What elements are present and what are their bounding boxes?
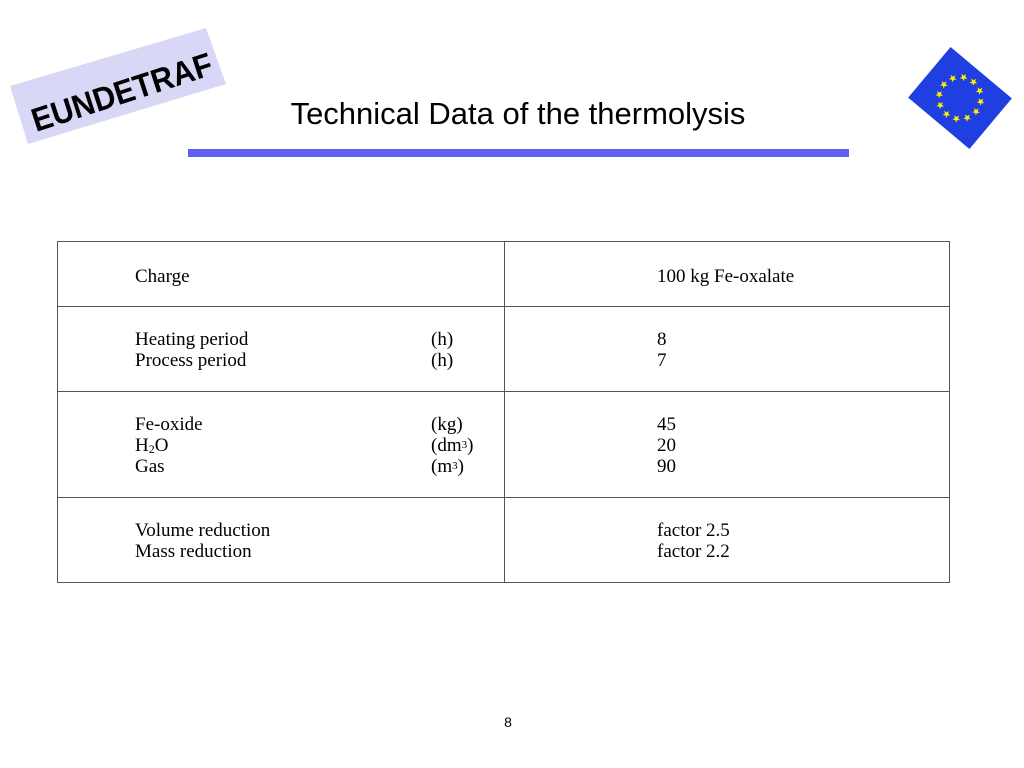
mass-reduction-value: factor 2.2: [657, 541, 730, 562]
gas-unit: $(m^3)$: [431, 456, 464, 477]
volume-reduction-label: Volume reduction: [135, 520, 271, 541]
title-underline: [188, 149, 849, 157]
fe-oxide-value: 45: [657, 414, 676, 435]
water-label: $H_2O$: [135, 435, 169, 456]
process-period-label: Process period: [135, 350, 247, 371]
gas-label: Gas: [135, 456, 165, 477]
process-period-value: 7: [657, 350, 667, 371]
table-row-reductions: [58, 498, 950, 583]
volume-reduction-value: factor 2.5: [657, 520, 730, 541]
table-row-charge: [58, 242, 950, 307]
table-row-products: [58, 392, 950, 498]
fe-oxide-unit: (kg): [431, 414, 463, 435]
eu-flag-icon: [902, 44, 1018, 152]
gas-value: 90: [657, 456, 676, 477]
water-value: 20: [657, 435, 676, 456]
table-row-periods: [58, 307, 950, 392]
charge-value: 100 kg Fe-oxalate: [657, 266, 795, 287]
process-period-unit: (h): [431, 350, 454, 371]
page-number: 8: [504, 714, 512, 730]
water-unit: $(dm^3)$: [431, 435, 474, 456]
logo-text: EUNDETRAF: [26, 40, 232, 139]
heating-period-label: Heating period: [135, 329, 249, 350]
charge-label: Charge: [135, 266, 190, 287]
thermolysis-data-table: [57, 241, 950, 583]
slide-title: Technical Data of the thermolysis: [290, 96, 746, 131]
mass-reduction-label: Mass reduction: [135, 541, 252, 562]
fe-oxide-label: Fe-oxide: [135, 414, 203, 435]
heating-period-value: 8: [657, 329, 667, 350]
heating-period-unit: (h): [431, 329, 454, 350]
